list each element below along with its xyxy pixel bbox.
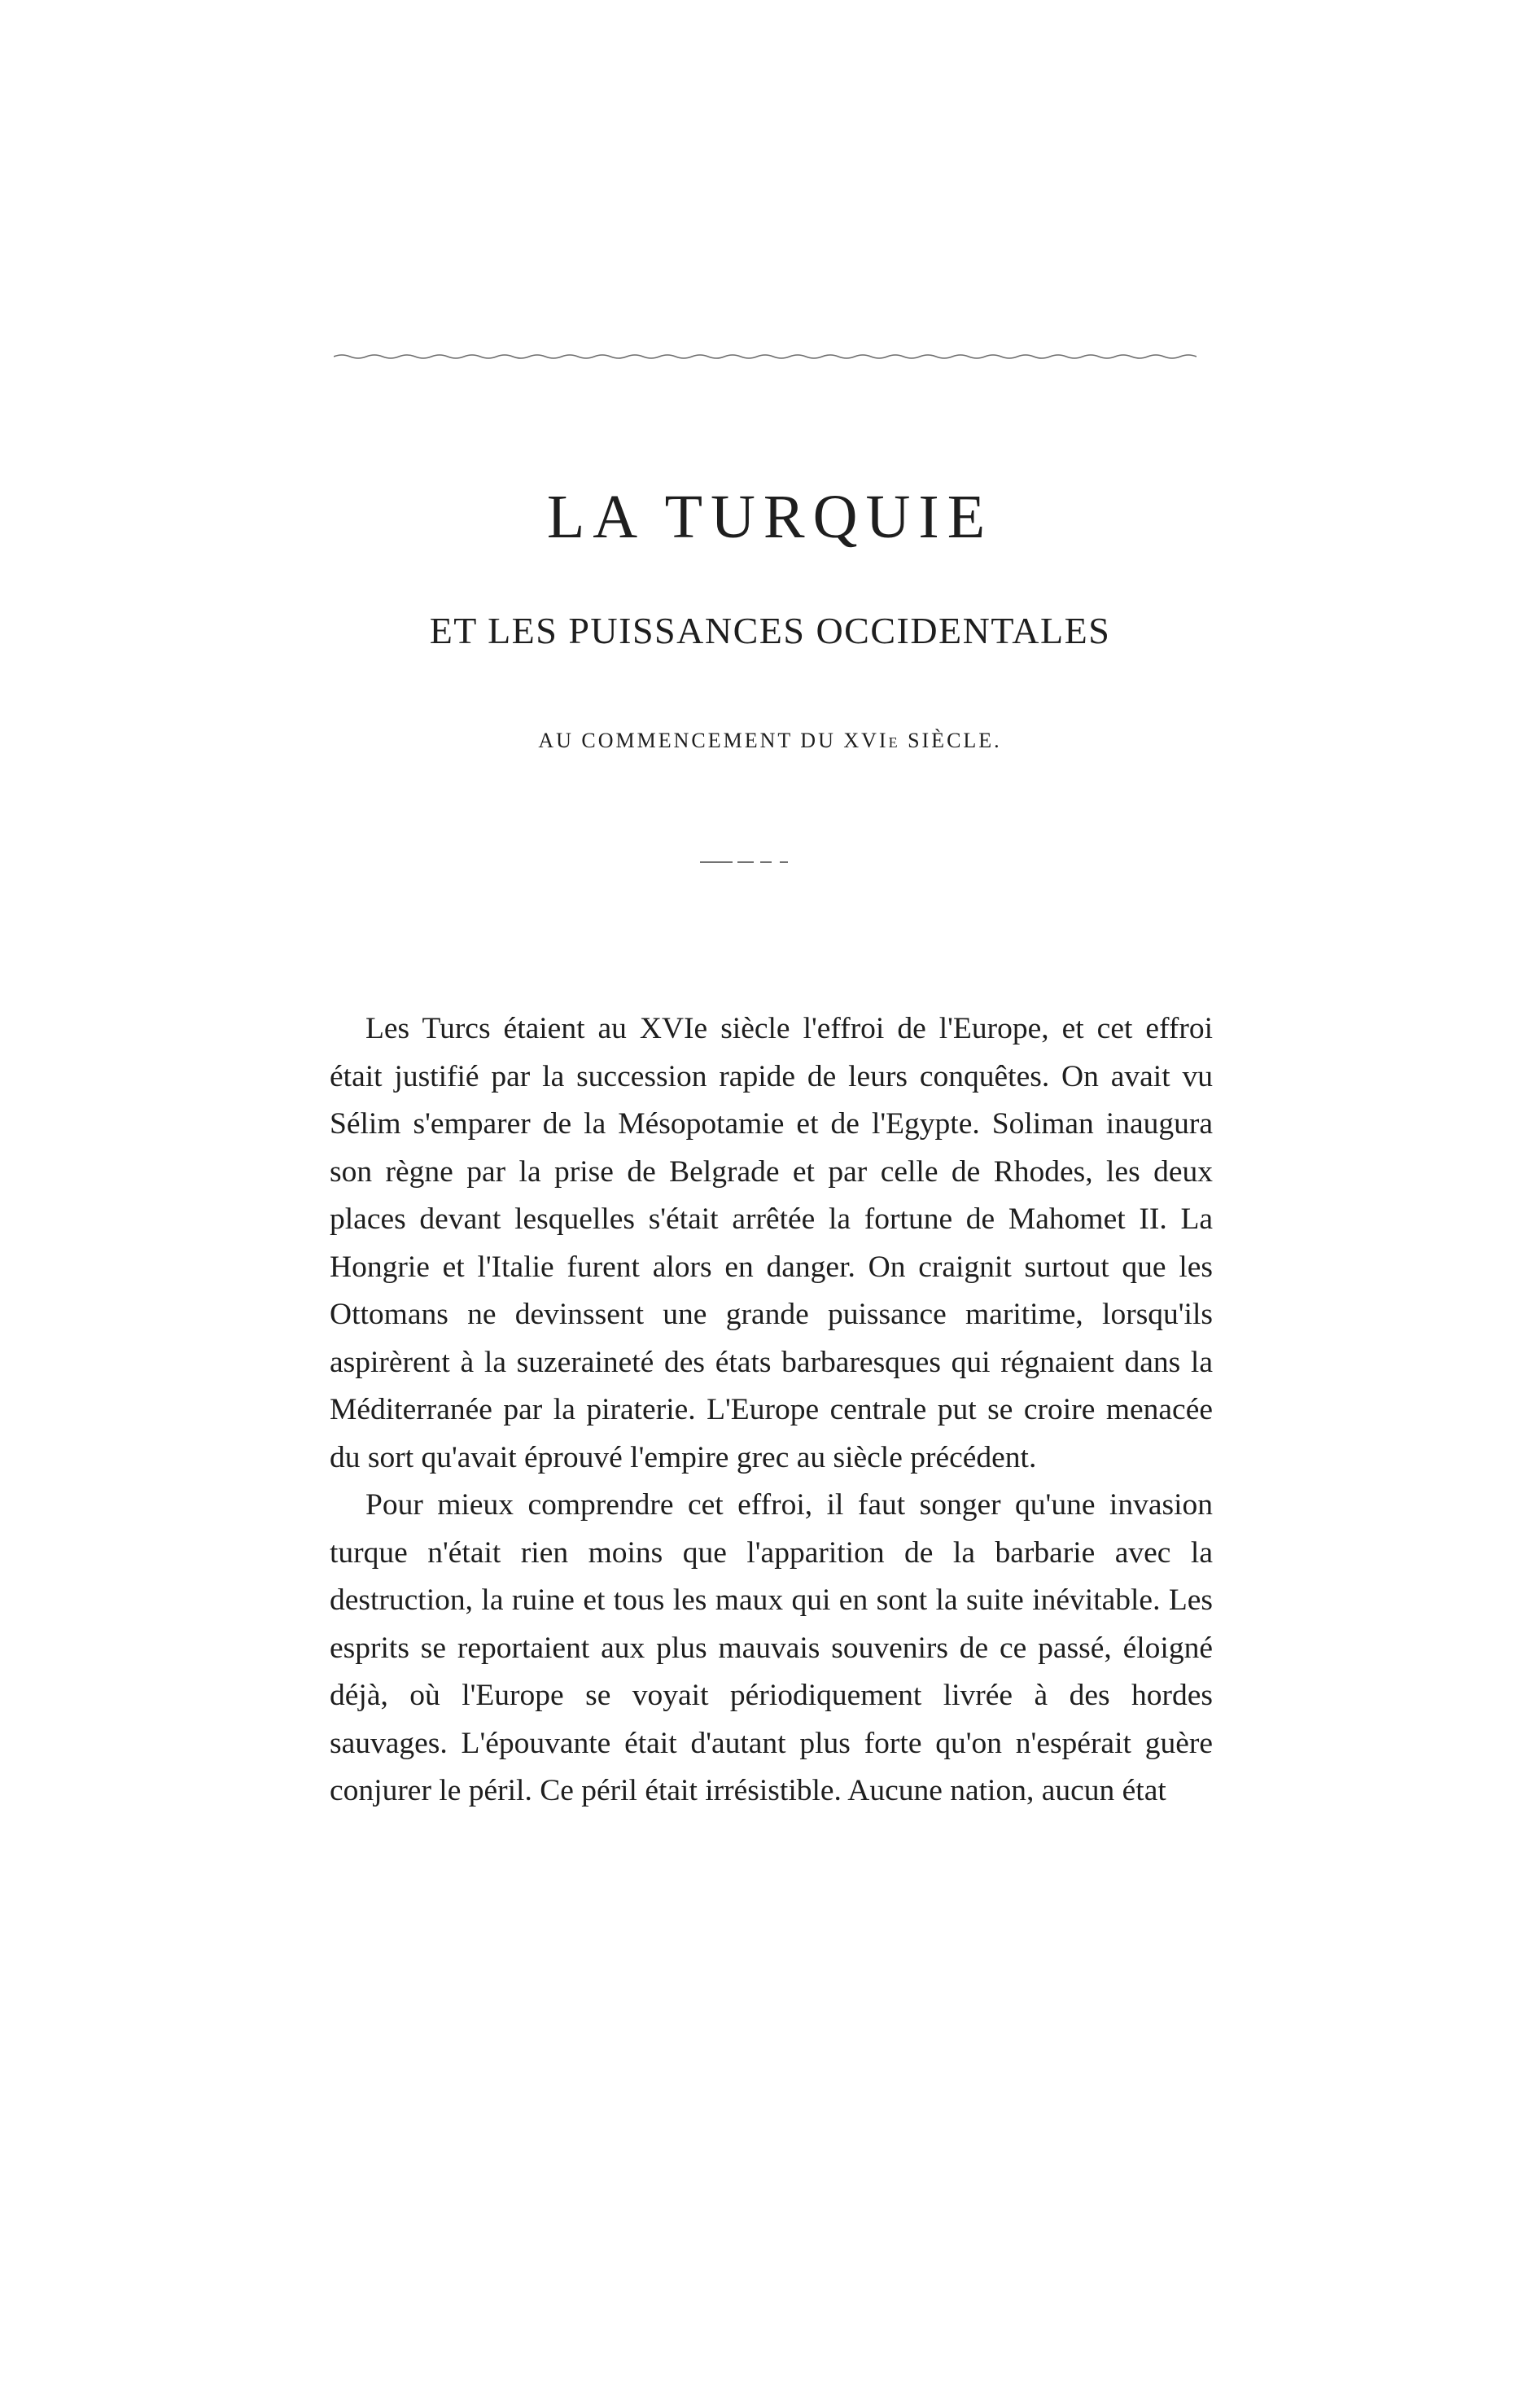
paragraph-2: Pour mieux comprendre cet effroi, il faut songer qu'une invasion turque n'était rien moins que l'apparition de la barbarie avec la destruction, la ruine et tous les maux qui en sont la suite inévitable. Les esprits se reportaient aux plus mauvais souvenirs de ce passé, éloigné déjà, où l'Europe se voyait périodiquement livrée à des hordes sauvages. L'épouvante était d'autant plus forte qu'on n'espérait guère conjurer le péril. Ce péril était irrésistible. Aucune nation, aucun état — [330, 1488, 1213, 1807]
document-subsubtitle: AU COMMENCEMENT DU XVIe SIÈCLE. — [538, 729, 1002, 752]
paragraph-1: Les Turcs étaient au XVIe siècle l'effroi de l'Europe, et cet effroi était justifié par la succession rapide de leurs conquêtes. On avait vu Sélim s'emparer de la Mésopotamie et de l'Egypte. Soliman inaugura son règne par la prise de Belgrade et par celle de Rhodes, les deux places devant lesquelles s'était arrêtée la fortune de Mahomet II. La Hongrie et l'Italie furent alors en danger. On craignit surtout que les Ottomans ne devinssent une grande puissance maritime, lorsqu'ils aspirèrent à la suzeraineté des états barbaresques qui régnaient dans la Méditerranée par la piraterie. L'Europe centrale put se croire menacée du sort qu'avait éprouvé l'empire grec au siècle précédent. — [330, 1012, 1213, 1474]
decorative-top-rule — [334, 352, 1197, 361]
decorative-section-rule — [700, 859, 822, 865]
document-subtitle: ET LES PUISSANCES OCCIDENTALES — [429, 610, 1111, 651]
document-title: LA TURQUIE — [546, 483, 994, 551]
body-text — [330, 1005, 1213, 1815]
